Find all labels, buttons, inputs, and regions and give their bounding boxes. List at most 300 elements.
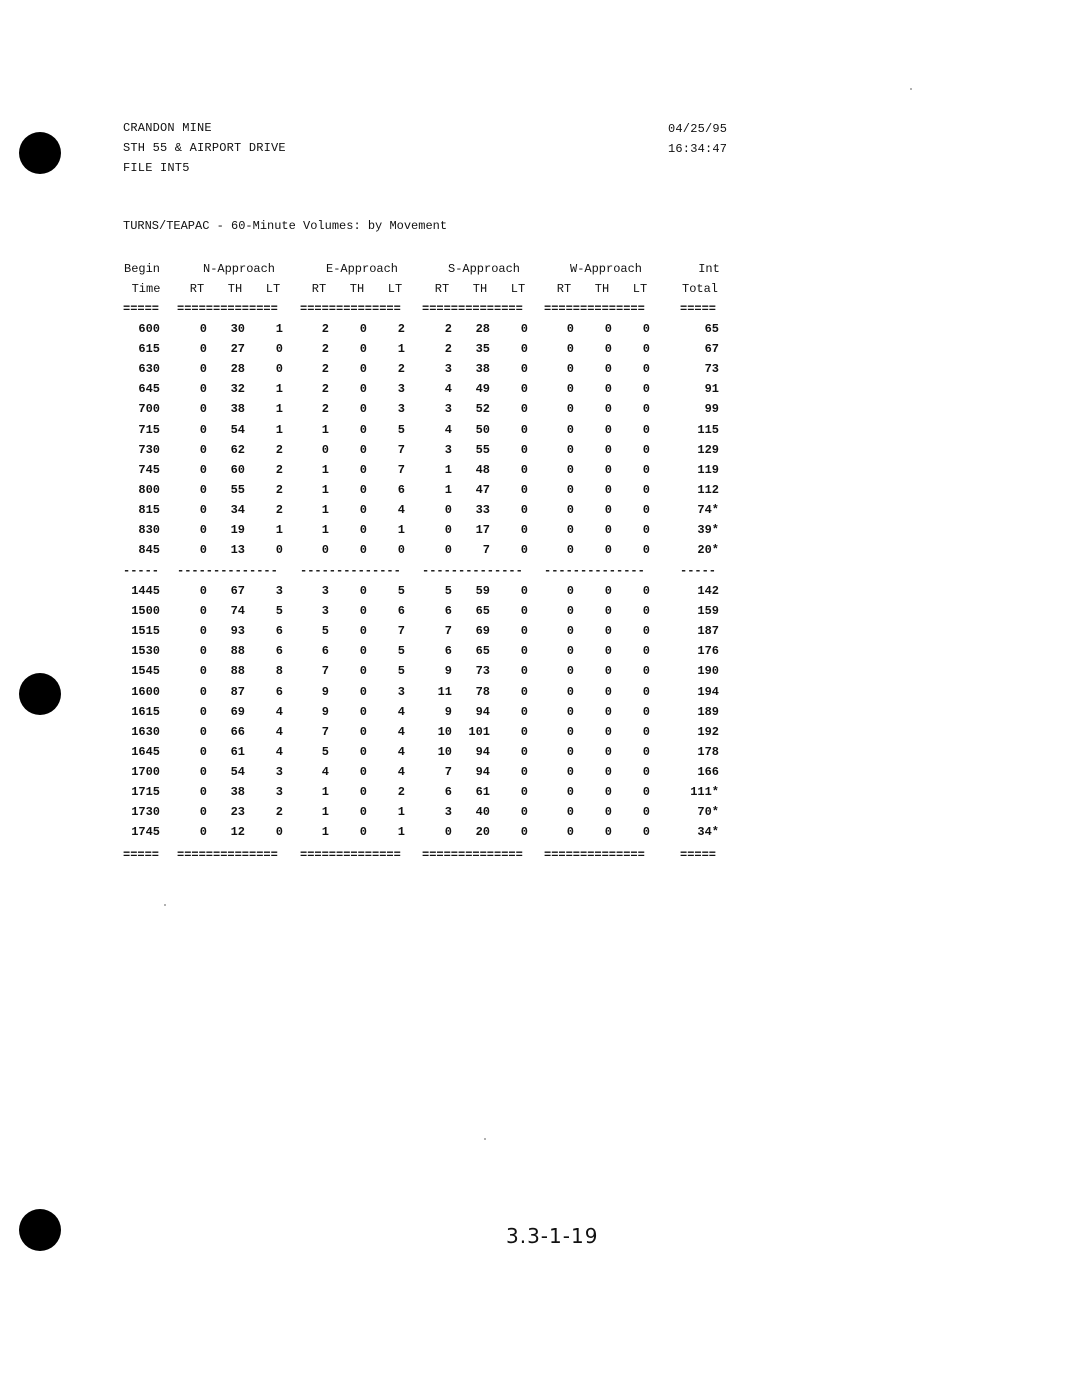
volume-cell: 0 [520,785,528,799]
volume-cell: 10 [437,744,452,759]
separator: ----- [123,564,160,578]
volume-cell: 0 [642,584,650,598]
volume-cell: 0 [199,462,207,477]
volume-cell: 3 [321,584,329,598]
row-time: 730 [138,442,160,457]
volume-cell: 0 [520,422,528,437]
separator: ===== [680,302,717,316]
volume-cell: 3 [397,402,405,417]
volume-cell: 7 [321,724,329,739]
volume-cell: 6 [397,482,405,497]
volume-cell: 30 [230,322,245,336]
volume-cell: 0 [642,543,650,558]
volume-cell: 0 [520,362,528,377]
volume-cell: 4 [444,422,452,437]
volume-cell: 190 [697,664,719,679]
volume-cell: 4 [397,704,405,719]
separator: ===== [680,848,717,862]
volume-cell: 0 [520,684,528,699]
volume-cell: 1 [321,825,329,840]
volume-cell: 0 [604,584,612,598]
volume-cell: 0 [642,462,650,477]
volume-cell: 4 [397,724,405,739]
column-header: TH [472,282,488,296]
volume-cell: 9 [321,684,329,699]
volume-cell: 0 [359,684,367,699]
volume-cell: 0 [604,825,612,840]
volume-cell: 0 [604,805,612,820]
volume-cell: 10 [437,724,452,739]
volume-cell: 142 [697,584,719,598]
volume-cell: 12 [230,825,245,840]
report-title: TURNS/TEAPAC - 60-Minute Volumes: by Movement [123,219,448,233]
column-header: TH [594,282,610,296]
volume-cell: 0 [199,382,207,397]
volume-cell: 0 [520,502,528,517]
volume-cell: 4 [444,382,452,397]
volume-cell: 0 [199,422,207,437]
volume-cell: 1 [321,482,329,497]
volume-cell: 0 [642,362,650,377]
volume-cell: 0 [604,764,612,779]
row-time: 1745 [131,825,160,840]
volume-cell: 3 [275,785,283,799]
volume-cell: 0 [359,825,367,840]
column-header: RT [434,282,450,296]
volume-cell: 4 [275,724,283,739]
row-time: 1630 [131,724,160,739]
volume-cell: 0 [359,785,367,799]
volume-cell: 38 [230,785,245,799]
volume-cell: 3 [397,382,405,397]
separator: -------------- [544,564,645,578]
volume-cell: 54 [230,422,245,437]
volume-cell: 0 [199,805,207,820]
volume-cell: 6 [444,644,452,659]
volume-cell: 5 [397,422,405,437]
volume-cell: 0 [359,604,367,619]
volume-cell: 0 [444,502,452,517]
separator: ============== [544,848,645,862]
column-group-header: E-Approach [325,262,399,276]
volume-cell: 0 [359,342,367,357]
volume-cell: 9 [444,664,452,679]
volume-cell: 0 [642,482,650,497]
volume-cell: 1 [321,805,329,820]
volume-cell: 0 [642,825,650,840]
volume-cell: 0 [604,704,612,719]
volume-cell: 65 [704,322,719,336]
volume-cell: 0 [604,744,612,759]
volume-cell: 0 [642,724,650,739]
volume-cell: 0 [566,805,574,820]
volume-cell: 38 [475,362,490,377]
column-group-header: Begin [123,262,161,276]
volume-cell: 0 [520,523,528,537]
volume-cell: 3 [444,362,452,377]
volume-cell: 0 [359,362,367,377]
volume-cell: 73 [704,362,719,377]
volume-cell: 5 [321,624,329,639]
column-header: LT [632,282,648,296]
volume-cell: 1 [321,785,329,799]
volume-cell: 0 [566,422,574,437]
volume-cell: 0 [199,785,207,799]
volume-cell: 0 [566,764,574,779]
volume-cell: 0 [604,342,612,357]
volume-cell: 0 [199,664,207,679]
volume-cell: 0 [604,664,612,679]
volume-cell: 3 [444,402,452,417]
volume-cell: 1 [444,482,452,497]
row-time: 1600 [131,684,160,699]
row-time: 830 [138,523,160,537]
volume-cell: 4 [275,704,283,719]
volume-cell: 1 [321,462,329,477]
row-time: 645 [138,382,160,397]
volume-cell: 67 [704,342,719,357]
volume-cell: 0 [520,825,528,840]
row-time: 700 [138,402,160,417]
separator: -------------- [177,564,278,578]
volume-cell: 0 [642,684,650,699]
volume-cell: 2 [275,462,283,477]
volume-cell: 5 [397,644,405,659]
column-header: RT [311,282,327,296]
volume-cell: 3 [444,442,452,457]
volume-cell: 69 [230,704,245,719]
column-group-header: S-Approach [447,262,521,276]
column-header: TH [349,282,365,296]
volume-cell: 178 [697,744,719,759]
volume-cell: 88 [230,664,245,679]
volume-cell: 3 [321,604,329,619]
volume-cell: 0 [520,744,528,759]
volume-cell: 0 [321,442,329,457]
row-time: 845 [138,543,160,558]
volume-cell: 5 [397,584,405,598]
volume-cell: 2 [397,785,405,799]
volume-cell: 4 [275,744,283,759]
volume-cell: 69 [475,624,490,639]
volume-cell: 0 [359,664,367,679]
separator: ============== [300,302,401,316]
volume-cell: 0 [566,543,574,558]
volume-cell: 0 [199,543,207,558]
volume-cell: 13 [230,543,245,558]
volume-cell: 1 [397,805,405,820]
volume-cell: 94 [475,704,490,719]
volume-cell: 101 [468,724,490,739]
separator: ===== [123,302,160,316]
volume-cell: 74* [697,502,719,517]
row-time: 1530 [131,644,160,659]
volume-cell: 0 [359,523,367,537]
volume-cell: 32 [230,382,245,397]
volume-cell: 6 [321,644,329,659]
volume-cell: 0 [604,785,612,799]
volume-cell: 27 [230,342,245,357]
volume-cell: 0 [642,442,650,457]
volume-cell: 0 [604,482,612,497]
row-time: 630 [138,362,160,377]
row-time: 1500 [131,604,160,619]
row-time: 1445 [131,584,160,598]
volume-cell: 62 [230,442,245,457]
volume-cell: 0 [566,322,574,336]
volume-cell: 0 [520,543,528,558]
column-header: LT [387,282,403,296]
row-time: 615 [138,342,160,357]
volume-cell: 0 [642,322,650,336]
volume-cell: 19 [230,523,245,537]
volume-cell: 2 [275,805,283,820]
volume-cell: 11 [437,684,452,699]
volume-cell: 0 [359,502,367,517]
volume-cell: 0 [199,362,207,377]
column-group-header: W-Approach [569,262,643,276]
volume-cell: 54 [230,764,245,779]
volume-cell: 0 [359,704,367,719]
volume-cell: 0 [444,523,452,537]
volume-cell: 35 [475,342,490,357]
volume-cell: 7 [482,543,490,558]
volume-cell: 0 [566,785,574,799]
volume-cell: 0 [199,523,207,537]
volume-cell: 0 [642,402,650,417]
volume-cell: 2 [397,322,405,336]
volume-cell: 0 [566,382,574,397]
column-header: TH [227,282,243,296]
volume-cell: 0 [275,342,283,357]
volume-cell: 94 [475,764,490,779]
volume-cell: 194 [697,684,719,699]
volume-cell: 65 [475,644,490,659]
volume-cell: 1 [444,462,452,477]
row-time: 1545 [131,664,160,679]
volume-cell: 0 [642,604,650,619]
volume-cell: 0 [199,442,207,457]
volume-cell: 5 [397,664,405,679]
volume-cell: 1 [321,523,329,537]
volume-cell: 0 [275,362,283,377]
volume-cell: 0 [604,322,612,336]
volume-cell: 0 [566,664,574,679]
intersection-name: STH 55 & AIRPORT DRIVE [123,141,286,155]
volume-cell: 0 [359,402,367,417]
volume-cell: 0 [566,684,574,699]
row-time: 600 [138,322,160,336]
volume-cell: 0 [520,342,528,357]
volume-cell: 0 [359,584,367,598]
volume-cell: 0 [642,502,650,517]
volume-cell: 0 [444,825,452,840]
volume-cell: 4 [397,502,405,517]
volume-cell: 73 [475,664,490,679]
volume-cell: 2 [321,322,329,336]
volume-cell: 0 [604,362,612,377]
volume-cell: 0 [520,764,528,779]
volume-cell: 1 [275,523,283,537]
volume-cell: 159 [697,604,719,619]
volume-cell: 0 [604,543,612,558]
volume-cell: 0 [642,422,650,437]
volume-cell: 0 [566,362,574,377]
volume-cell: 3 [275,584,283,598]
volume-cell: 0 [520,664,528,679]
volume-cell: 0 [566,502,574,517]
row-time: 815 [138,502,160,517]
volume-cell: 61 [475,785,490,799]
volume-cell: 0 [520,482,528,497]
volume-cell: 99 [704,402,719,417]
volume-cell: 0 [199,724,207,739]
volume-cell: 2 [275,502,283,517]
volume-cell: 111* [690,785,719,799]
separator: ============== [177,302,278,316]
volume-cell: 0 [604,442,612,457]
row-time: 745 [138,462,160,477]
volume-cell: 0 [604,604,612,619]
volume-cell: 0 [359,624,367,639]
volume-cell: 187 [697,624,719,639]
row-time: 1645 [131,744,160,759]
volume-cell: 0 [566,342,574,357]
volume-cell: 0 [397,543,405,558]
volume-cell: 0 [520,624,528,639]
column-header: LT [265,282,281,296]
volume-cell: 0 [444,543,452,558]
volume-cell: 2 [321,382,329,397]
volume-cell: 0 [566,584,574,598]
volume-cell: 91 [704,382,719,397]
volume-cell: 28 [475,322,490,336]
volume-cell: 0 [566,402,574,417]
volume-cell: 2 [444,322,452,336]
row-time: 1700 [131,764,160,779]
volume-cell: 0 [604,523,612,537]
volume-cell: 2 [321,402,329,417]
volume-cell: 0 [359,422,367,437]
volume-cell: 0 [275,825,283,840]
volume-cell: 119 [697,462,719,477]
volume-cell: 0 [520,322,528,336]
volume-cell: 1 [275,402,283,417]
volume-cell: 0 [275,543,283,558]
volume-cell: 3 [275,764,283,779]
volume-cell: 1 [397,825,405,840]
volume-cell: 1 [275,422,283,437]
volume-cell: 6 [275,644,283,659]
volume-cell: 3 [397,684,405,699]
volume-cell: 0 [199,322,207,336]
volume-cell: 93 [230,624,245,639]
volume-cell: 7 [444,764,452,779]
project-title: CRANDON MINE [123,121,212,135]
volume-cell: 0 [359,322,367,336]
volume-cell: 0 [199,342,207,357]
volume-cell: 0 [642,744,650,759]
volume-cell: 0 [604,382,612,397]
volume-cell: 166 [697,764,719,779]
volume-cell: 0 [199,744,207,759]
volume-cell: 34* [697,825,719,840]
row-time: 1715 [131,785,160,799]
separator: ============== [544,302,645,316]
volume-cell: 0 [199,825,207,840]
volume-cell: 0 [642,523,650,537]
volume-cell: 28 [230,362,245,377]
volume-cell: 0 [566,462,574,477]
volume-cell: 49 [475,382,490,397]
volume-cell: 20 [475,825,490,840]
separator: ============== [177,848,278,862]
volume-cell: 0 [199,764,207,779]
volume-cell: 4 [397,744,405,759]
volume-cell: 39* [697,523,719,537]
volume-cell: 0 [566,744,574,759]
volume-cell: 7 [444,624,452,639]
volume-cell: 1 [321,422,329,437]
volume-cell: 0 [359,805,367,820]
column-group-header: Int [698,262,720,276]
volume-cell: 33 [475,502,490,517]
volume-cell: 7 [397,442,405,457]
volume-cell: 0 [604,462,612,477]
volume-cell: 0 [566,644,574,659]
volume-cell: 0 [199,482,207,497]
volume-cell: 1 [321,502,329,517]
volume-cell: 2 [275,482,283,497]
separator: -------------- [422,564,523,578]
volume-cell: 38 [230,402,245,417]
volume-cell: 65 [475,604,490,619]
column-group-header: N-Approach [202,262,276,276]
volume-cell: 0 [642,644,650,659]
volume-cell: 0 [199,402,207,417]
volume-cell: 9 [444,704,452,719]
separator: ============== [300,848,401,862]
separator: -------------- [300,564,401,578]
volume-cell: 6 [275,624,283,639]
volume-cell: 1 [275,322,283,336]
volume-cell: 0 [566,442,574,457]
volume-cell: 34 [230,502,245,517]
volume-cell: 0 [642,764,650,779]
volume-cell: 0 [566,624,574,639]
row-time: 1730 [131,805,160,820]
volume-cell: 0 [642,624,650,639]
volume-cell: 0 [604,724,612,739]
volume-cell: 0 [359,442,367,457]
volume-cell: 0 [642,704,650,719]
volume-cell: 2 [275,442,283,457]
volume-cell: 6 [275,684,283,699]
volume-cell: 0 [520,462,528,477]
volume-cell: 6 [444,785,452,799]
volume-cell: 70* [697,805,719,820]
volume-cell: 5 [444,584,452,598]
volume-cell: 47 [475,482,490,497]
volume-cell: 88 [230,644,245,659]
volume-cell: 1 [275,382,283,397]
separator: ============== [422,302,523,316]
volume-cell: 192 [697,724,719,739]
column-header: RT [189,282,205,296]
row-time: 715 [138,422,160,437]
volume-cell: 55 [230,482,245,497]
volume-cell: 0 [359,382,367,397]
